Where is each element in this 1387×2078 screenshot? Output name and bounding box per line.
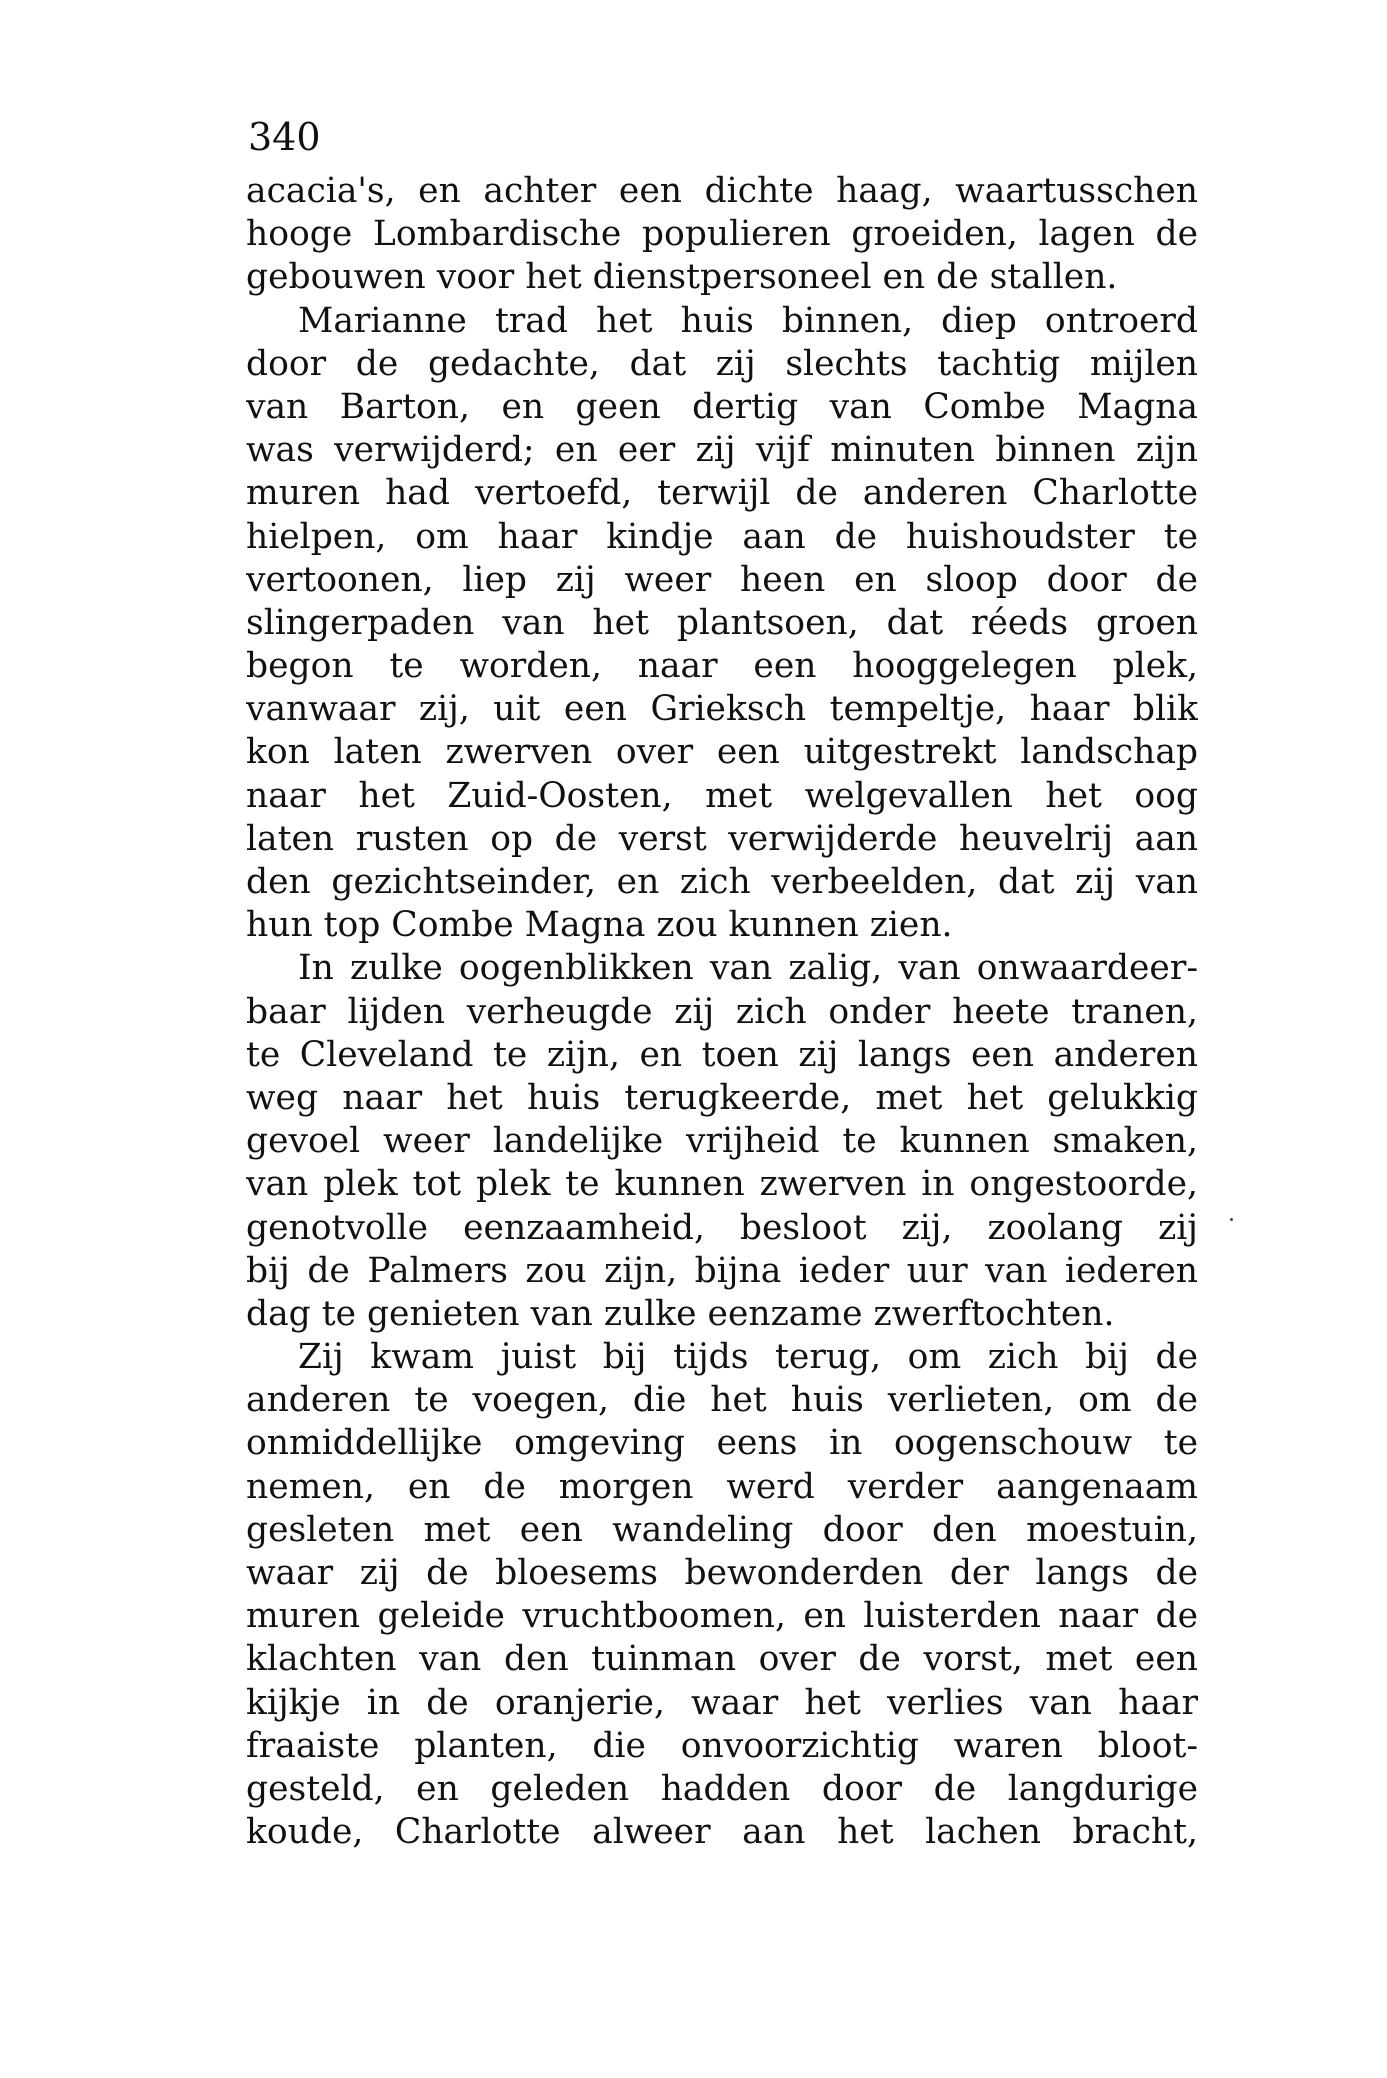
text-line: begon te worden, naar een hooggelegen plek, <box>246 646 1198 687</box>
text-line: hielpen, om haar kindje aan de huishoudster te <box>246 516 1198 557</box>
text-line: waar zij de bloesems bewonderden der langs de <box>246 1553 1198 1593</box>
page-number: 340 <box>248 115 321 159</box>
text-line: gevoel weer landelijke vrijheid te kunnen smaken, <box>246 1121 1198 1162</box>
text-line: anderen te voegen, die het huis verlieten, om de <box>246 1380 1198 1421</box>
text-line: vertoonen, liep zij weer heen en sloop door de <box>246 559 1198 600</box>
text-line: was verwijderd; en eer zij vijf minuten binnen zijn <box>246 430 1198 471</box>
text-line: acacia's, en achter een dichte haag, waartusschen <box>246 171 1198 211</box>
text-line: Marianne trad het huis binnen, diep ontroerd <box>298 300 1198 341</box>
text-line: koude, Charlotte alweer aan het lachen bracht, <box>246 1812 1198 1853</box>
text-line: vanwaar zij, uit een Grieksch tempeltje, haar blik <box>246 689 1198 730</box>
text-line: In zulke oogenblikken van zalig, van onwaardeer- <box>298 948 1198 989</box>
text-line: naar het Zuid-Oosten, met welgevallen het oog <box>246 775 1198 816</box>
text-line: klachten van den tuinman over de vorst, met een <box>246 1639 1198 1680</box>
text-line: nemen, en de morgen werd verder aangenaam <box>246 1466 1198 1507</box>
text-line: te Cleveland te zijn, en toen zij langs een anderen <box>246 1034 1198 1075</box>
text-line: door de gedachte, dat zij slechts tachtig mijlen <box>246 343 1198 384</box>
text-line: kon laten zwerven over een uitgestrekt landschap <box>246 732 1198 773</box>
text-line: fraaiste planten, die onvoorzichtig waren bloot- <box>246 1725 1198 1766</box>
text-line: laten rusten op de verst verwijderde heuvelrij aan <box>246 818 1198 859</box>
scan-speck <box>1230 1218 1233 1221</box>
text-line: bij de Palmers zou zijn, bijna ieder uur van iederen <box>246 1250 1198 1291</box>
text-line: muren geleide vruchtboomen, en luisterden naar de <box>246 1596 1198 1637</box>
body-text <box>246 170 1198 1854</box>
text-line: onmiddellijke omgeving eens in oogenschouw te <box>246 1423 1198 1464</box>
text-line: slingerpaden van het plantsoen, dat réeds groen <box>246 602 1198 643</box>
text-line: muren had vertoefd, terwijl de anderen Charlotte <box>246 473 1198 514</box>
text-line: den gezichtseinder, en zich verbeelden, dat zij van <box>246 862 1198 902</box>
text-line: baar lijden verheugde zij zich onder heete tranen, <box>246 991 1198 1032</box>
text-line: genotvolle eenzaamheid, besloot zij, zoolang zij <box>246 1207 1198 1248</box>
text-line: weg naar het huis terugkeerde, met het gelukkig <box>246 1077 1198 1118</box>
text-line: van plek tot plek te kunnen zwerven in ongestoorde, <box>246 1164 1198 1205</box>
text-line: Zij kwam juist bij tijds terug, om zich bij de <box>298 1337 1198 1378</box>
text-line: dag te genieten van zulke eenzame zwerftochten. <box>246 1293 1115 1334</box>
text-line: hooge Lombardische populieren groeiden, lagen de <box>246 214 1198 255</box>
text-line: gesteld, en geleden hadden door de langdurige <box>246 1768 1198 1809</box>
text-line: kijkje in de oranjerie, waar het verlies van haar <box>246 1682 1198 1723</box>
text-line: van Barton, en geen dertig van Combe Magna <box>246 386 1198 427</box>
text-line: hun top Combe Magna zou kunnen zien. <box>246 905 953 946</box>
text-line: gebouwen voor het dienstpersoneel en de stallen. <box>246 257 1118 298</box>
text-line: gesleten met een wandeling door den moestuin, <box>246 1509 1198 1550</box>
